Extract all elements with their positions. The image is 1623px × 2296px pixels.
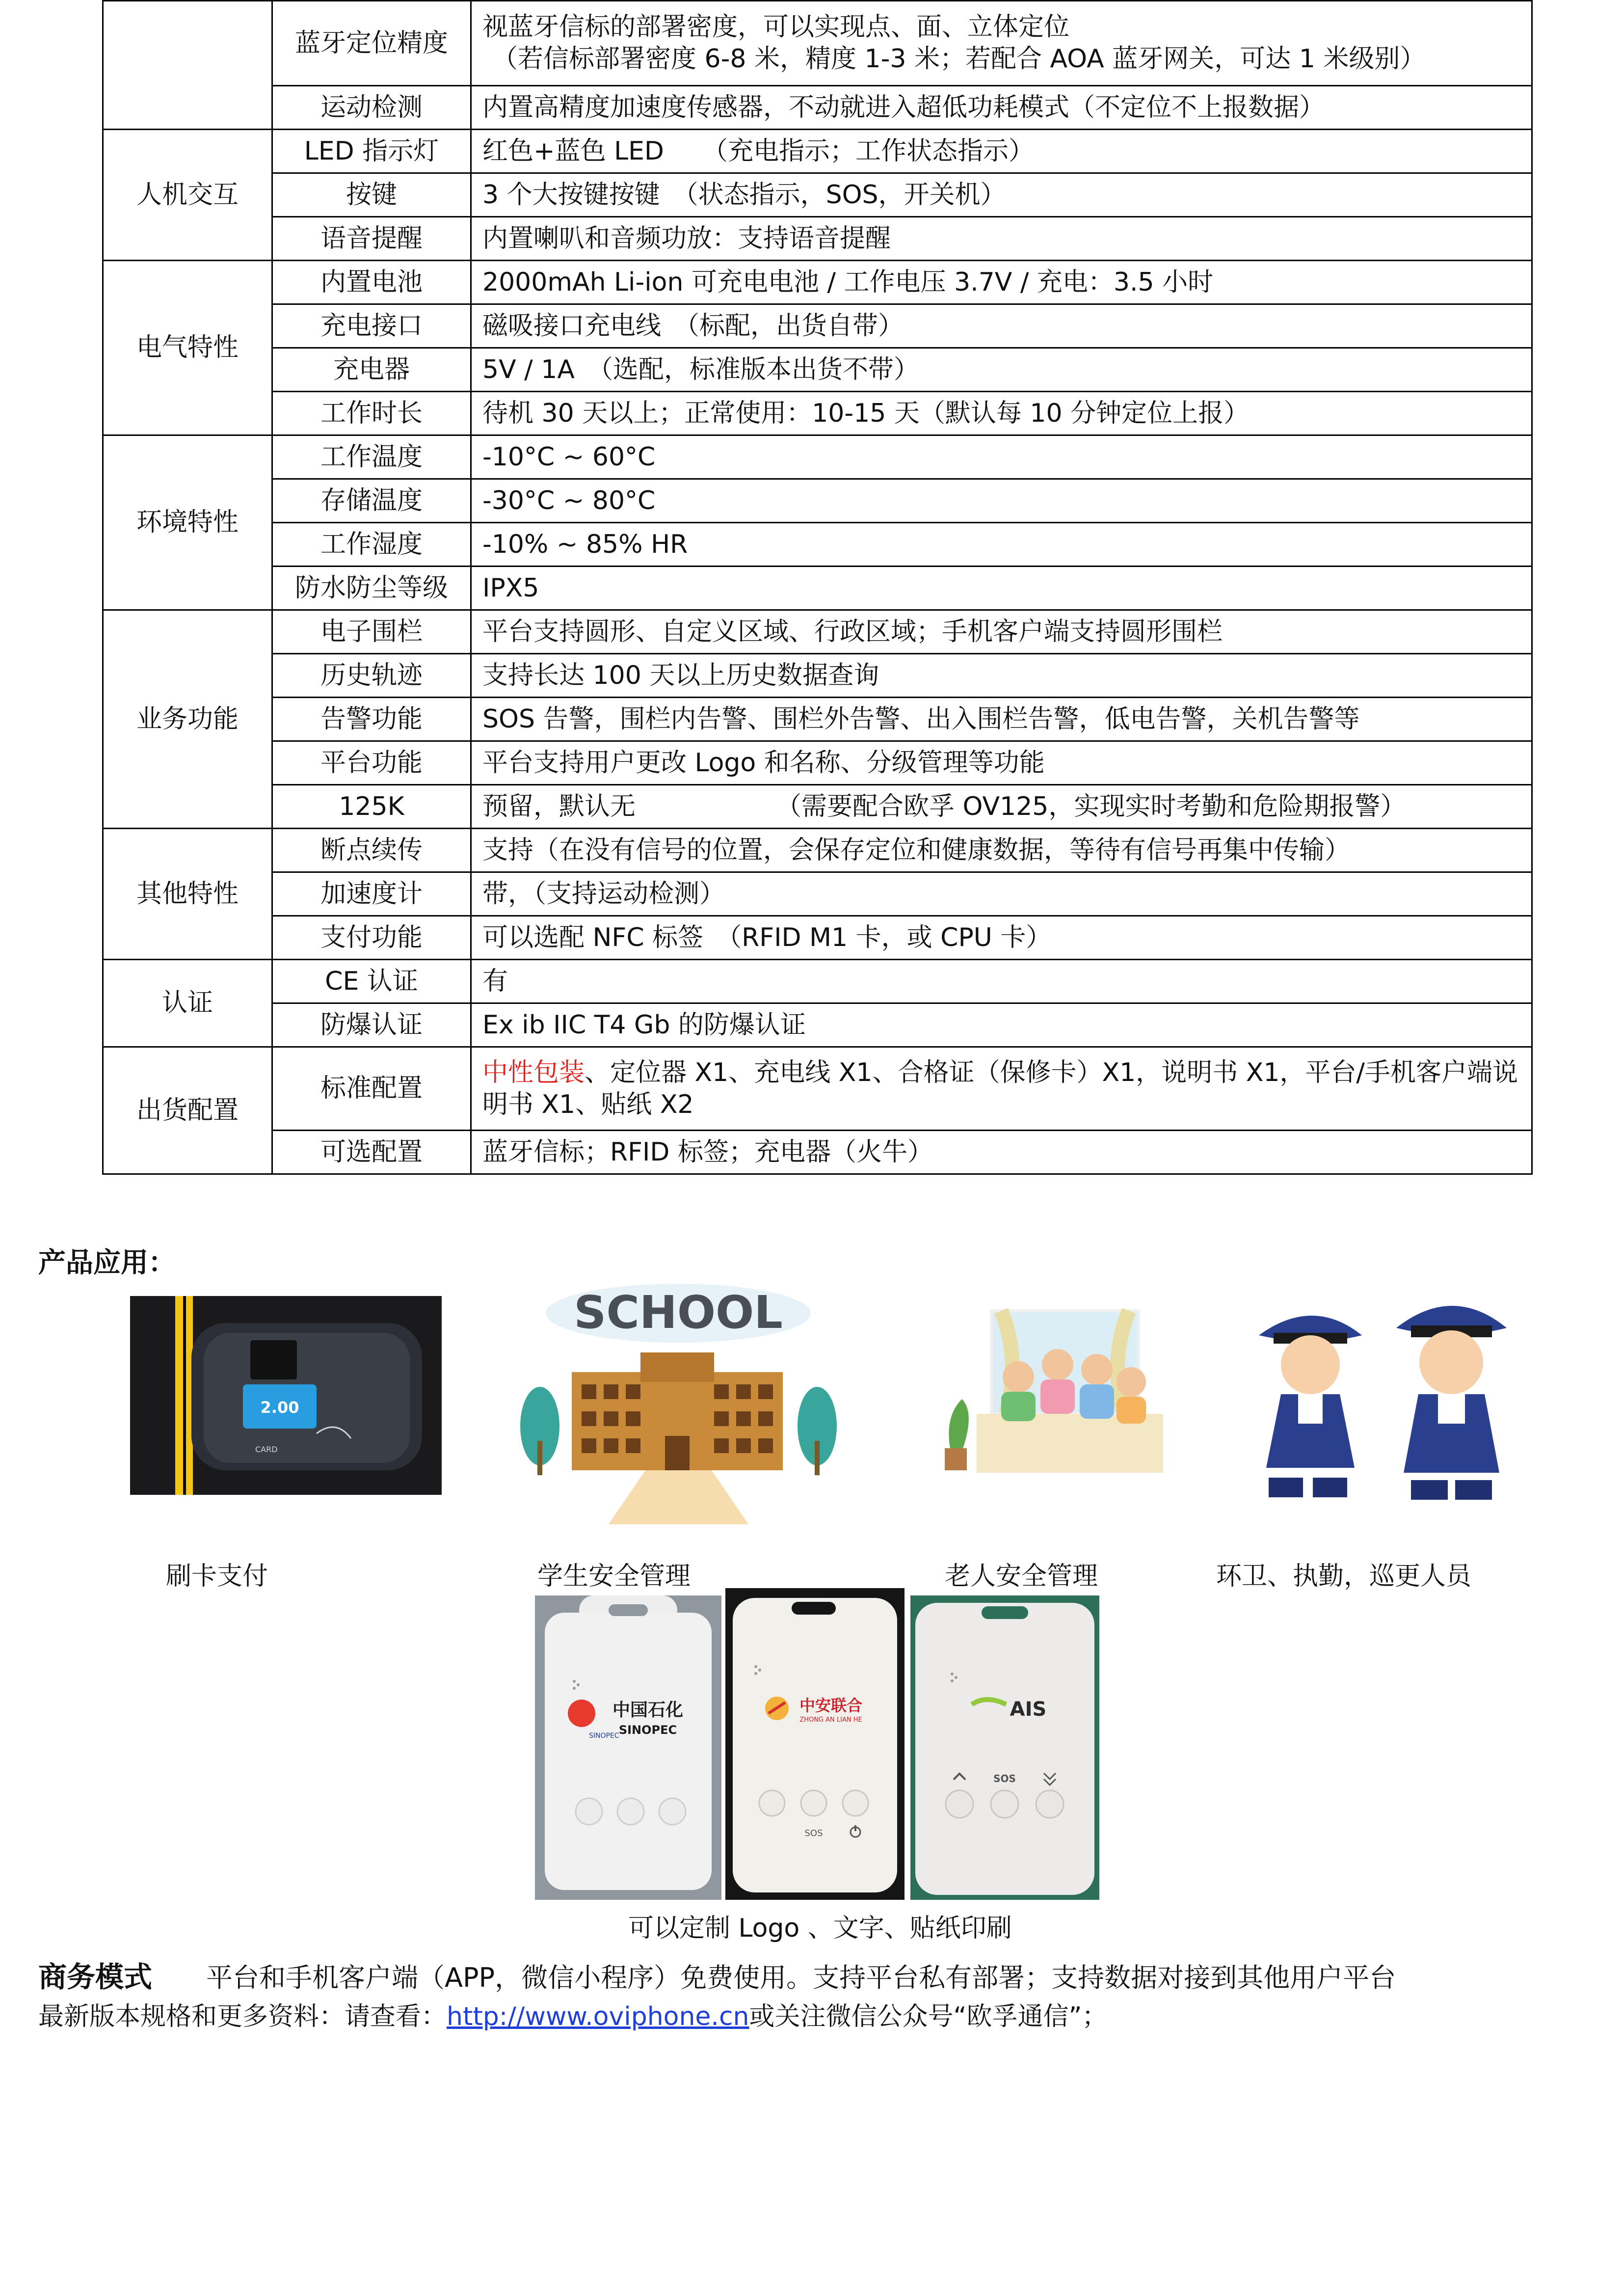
more-info (38, 1996, 1107, 2032)
card-label: CARD (255, 1445, 278, 1454)
spec-item-label: CE 认证 (272, 960, 471, 1003)
spec-row (103, 523, 1532, 567)
applications-heading: 产品应用： (38, 1247, 176, 1279)
spec-item-label: 蓝牙定位精度 (272, 1, 471, 86)
spec-row (103, 829, 1532, 872)
device2-sos-label: SOS (804, 1828, 823, 1838)
spec-item-value (471, 1, 1532, 86)
spec-row (103, 1003, 1532, 1047)
spec-row (103, 698, 1532, 741)
spec-value-text: -10°C ~ 60°C (482, 442, 656, 472)
spec-row (103, 479, 1532, 523)
spec-value-text: -10% ~ 85% HR (482, 529, 688, 559)
spec-item-label: 防爆认证 (272, 1003, 471, 1047)
spec-row (103, 435, 1532, 479)
more-info-prefix: 最新版本规格和更多资料：请查看： (38, 2002, 447, 2031)
spec-item-value (471, 86, 1532, 130)
spec-value-text: 带，（支持运动检测） (482, 879, 725, 909)
spec-value-text: 蓝牙信标；RFID 标签；充电器（火牛） (482, 1137, 933, 1167)
spec-value-text: 平台支持圆形、自定义区域、行政区域；手机客户端支持圆形围栏 (482, 617, 1223, 647)
spec-value-text: 内置高精度加速度传感器，不动就进入超低功耗模式（不定位不上报数据） (482, 92, 1325, 122)
spec-value-text: 有 (482, 966, 508, 996)
spec-row (103, 916, 1532, 960)
spec-row (103, 1047, 1532, 1131)
spec-item-value (471, 741, 1532, 785)
spec-item-value (471, 1131, 1532, 1174)
spec-value-text: 平台支持用户更改 Logo 和名称、分级管理等功能 (482, 748, 1045, 778)
business-model (38, 1954, 1396, 1995)
device3-logo-en: AIS (1010, 1698, 1047, 1721)
device1-logo-en: SINOPEC (618, 1723, 677, 1737)
spec-row (103, 1, 1532, 86)
spec-item-value (471, 1047, 1532, 1131)
spec-row (103, 785, 1532, 829)
spec-item-label: 断点续传 (272, 829, 471, 872)
spec-value-text-line2: （若信标部署密度 6-8 米，精度 1-3 米；若配合 AOA 蓝牙网关，可达 1 米级别） (492, 44, 1426, 74)
spec-category: 环境特性 (103, 435, 272, 610)
spec-category: 出货配置 (103, 1047, 272, 1174)
spec-item-label: 充电器 (272, 348, 471, 392)
spec-value-text: 3 个大按键按键 （状态指示，SOS，开关机） (482, 180, 1006, 210)
spec-item-value (471, 916, 1532, 960)
spec-item-label: 内置电池 (272, 261, 471, 304)
spec-row (103, 304, 1532, 348)
device-photo-sinopec (535, 1595, 721, 1900)
spec-value-text: 支持（在没有信号的位置，会保存定位和健康数据，等待有信号再集中传输） (482, 835, 1351, 865)
device2-logo-cn: 中安联合 (799, 1696, 863, 1715)
spec-item-label: 按键 (272, 173, 471, 217)
spec-row (103, 610, 1532, 654)
spec-table (102, 0, 1533, 1175)
device-photo-zhonganlianhe (725, 1588, 905, 1900)
spec-value-text: 待机 30 天以上；正常使用：10-15 天（默认每 10 分钟定位上报） (482, 398, 1250, 428)
spec-category: 认证 (103, 960, 272, 1047)
spec-row (103, 348, 1532, 392)
spec-item-value (471, 523, 1532, 567)
school-sign: SCHOOL (574, 1286, 783, 1339)
spec-row (103, 130, 1532, 173)
spec-row (103, 654, 1532, 698)
spec-category: 人机交互 (103, 130, 272, 261)
spec-item-label: 电子围栏 (272, 610, 471, 654)
spec-value-text: -30°C ~ 80°C (482, 486, 656, 515)
spec-value-text: 支持长达 100 天以上历史数据查询 (482, 660, 879, 690)
elderly-photo (932, 1301, 1197, 1483)
device-photo-ais (910, 1595, 1099, 1900)
spec-value-text: 可以选配 NFC 标签 （RFID M1 卡，或 CPU 卡） (482, 922, 1052, 952)
device1-logo-mark: SINOPEC (589, 1732, 619, 1740)
spec-value-highlight: 中性包装 (482, 1057, 585, 1087)
spec-item-value (471, 610, 1532, 654)
spec-value-text: 2000mAh Li-ion 可充电电池 / 工作电压 3.7V / 充电：3.5 小时 (482, 267, 1214, 297)
spec-value-text: 红色+蓝色 LED （充电指示；工作状态指示） (482, 136, 1034, 166)
spec-item-value (471, 173, 1532, 217)
school-photo (518, 1279, 839, 1524)
spec-item-label: 充电接口 (272, 304, 471, 348)
spec-value-text: 预留，默认无 （需要配合欧孚 OV125，实现实时考勤和危险期报警） (482, 791, 1406, 821)
spec-item-label: 平台功能 (272, 741, 471, 785)
card-payment-photo (130, 1296, 442, 1495)
spec-item-value (471, 785, 1532, 829)
spec-item-label: 语音提醒 (272, 217, 471, 261)
spec-item-label: 加速度计 (272, 872, 471, 916)
spec-value-text: 磁吸接口充电线 （标配，出货自带） (482, 311, 904, 341)
spec-item-value (471, 479, 1532, 523)
spec-item-value (471, 392, 1532, 435)
spec-item-label: 存储温度 (272, 479, 471, 523)
spec-item-label: 运动检测 (272, 86, 471, 130)
spec-row (103, 872, 1532, 916)
spec-row (103, 960, 1532, 1003)
spec-value-text: 、定位器 X1、充电线 X1、合格证（保修卡）X1，说明书 X1，平台/手机客户端说明书 X1、贴纸 X2 (482, 1057, 1518, 1119)
spec-item-label: 支付功能 (272, 916, 471, 960)
spec-category (103, 1, 272, 130)
spec-row (103, 741, 1532, 785)
spec-item-label: 工作温度 (272, 435, 471, 479)
spec-item-label: 告警功能 (272, 698, 471, 741)
card-screen-value: 2.00 (260, 1398, 299, 1417)
spec-value-text: 视蓝牙信标的部署密度，可以实现点、面、立体定位 (482, 12, 1070, 42)
more-info-suffix: 或关注微信公众号“欧孚通信”； (749, 2002, 1108, 2031)
spec-row (103, 217, 1532, 261)
device1-logo-cn: 中国石化 (612, 1700, 684, 1720)
spec-item-label: 工作湿度 (272, 523, 471, 567)
spec-item-label: 防水防尘等级 (272, 567, 471, 610)
spec-category: 业务功能 (103, 610, 272, 829)
caption-student-safety: 学生安全管理 (537, 1562, 691, 1591)
caption-patrol-staff: 环卫、执勤，巡更人员 (1216, 1562, 1472, 1591)
spec-item-label: 工作时长 (272, 392, 471, 435)
spec-row (103, 86, 1532, 130)
website-link[interactable]: http://www.oviphone.cn (447, 2002, 749, 2031)
spec-item-value (471, 698, 1532, 741)
spec-value-text: IPX5 (482, 573, 539, 603)
spec-item-value (471, 1003, 1532, 1047)
spec-value-text: Ex ib IIC T4 Gb 的防爆认证 (482, 1010, 806, 1040)
device2-logo-en: ZHONG AN LIAN HE (799, 1716, 862, 1724)
business-text: 平台和手机客户端（APP，微信小程序）免费使用。支持平台私有部署；支持数据对接到其他用户平台 (206, 1962, 1396, 1993)
spec-category: 电气特性 (103, 261, 272, 435)
spec-row (103, 392, 1532, 435)
business-heading: 商务模式 (38, 1960, 153, 1994)
caption-card-payment: 刷卡支付 (166, 1562, 268, 1591)
spec-item-value (471, 130, 1532, 173)
spec-item-label: LED 指示灯 (272, 130, 471, 173)
spec-item-label: 可选配置 (272, 1131, 471, 1174)
spec-row (103, 567, 1532, 610)
spec-item-value (471, 348, 1532, 392)
spec-item-label: 历史轨迹 (272, 654, 471, 698)
caption-elderly-safety: 老人安全管理 (945, 1562, 1098, 1591)
spec-item-value (471, 829, 1532, 872)
spec-category: 其他特性 (103, 829, 272, 960)
spec-value-text: 内置喇叭和音频功放：支持语音提醒 (482, 223, 891, 253)
spec-item-label: 标准配置 (272, 1047, 471, 1131)
spec-row (103, 173, 1532, 217)
spec-item-value (471, 217, 1532, 261)
spec-item-value (471, 872, 1532, 916)
spec-item-value (471, 261, 1532, 304)
spec-row (103, 261, 1532, 304)
spec-item-value (471, 654, 1532, 698)
spec-item-value (471, 435, 1532, 479)
spec-item-value (471, 567, 1532, 610)
caption-custom-logo: 可以定制 Logo 、文字、贴纸印刷 (628, 1914, 1012, 1943)
device3-sos-label: SOS (993, 1773, 1016, 1784)
spec-value-text: SOS 告警，围栏内告警、围栏外告警、出入围栏告警，低电告警，关机告警等 (482, 704, 1360, 734)
spec-item-label: 125K (272, 785, 471, 829)
spec-item-value (471, 960, 1532, 1003)
spec-item-value (471, 304, 1532, 348)
police-photo (1239, 1291, 1526, 1502)
spec-value-text: 5V / 1A （选配，标准版本出货不带） (482, 354, 919, 384)
spec-row (103, 1131, 1532, 1174)
